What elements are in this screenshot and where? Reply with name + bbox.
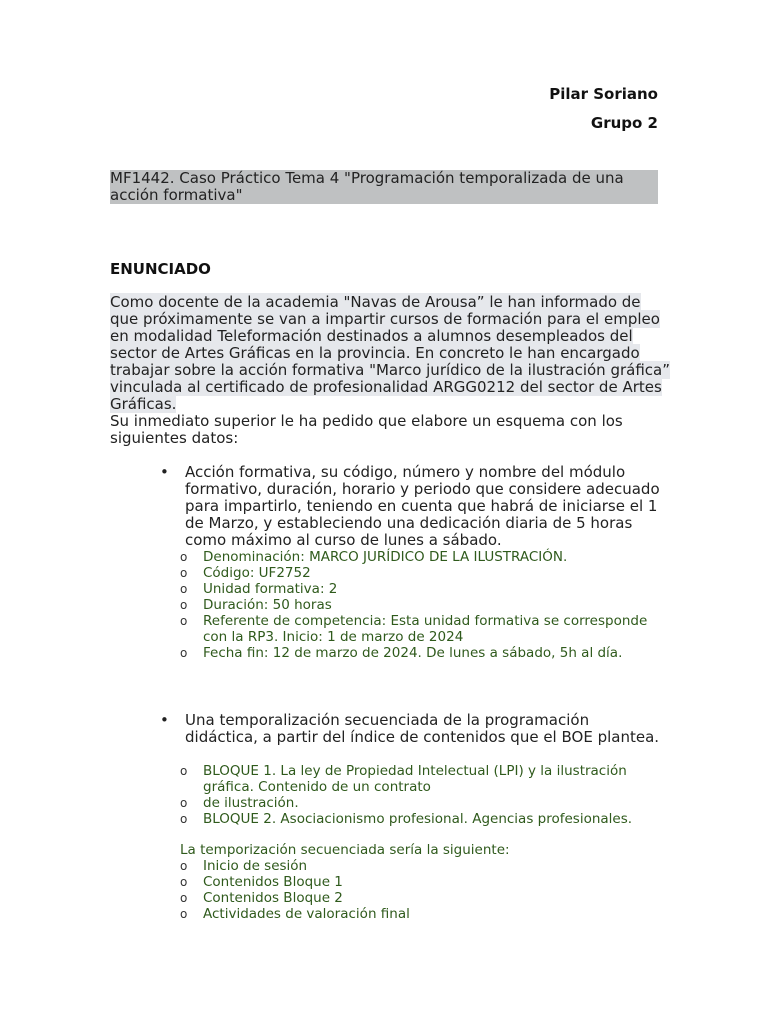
statement-plain-text: Su inmediato superior le ha pedido que elabore un esquema con los siguientes datos: [110, 412, 623, 447]
list-item: o BLOQUE 1. La ley de Propiedad Intelectual (LPI) y la ilustración gráfica. Contenido de un contrato [180, 763, 627, 795]
statement-highlighted-text: Como docente de la academia "Navas de Arousa” le han informado de que próximamente se van a impartir cursos de formación para el empleo en modalidad Teleformación destinados a alumnos desempleados del sector de Artes Gráficas en la provincia. En concreto le han encargado trabajar sobre la acción formativa "Marco jurídico de la ilustración gráfica” vinculada al certificado de profesionalidad ARGG0212 del sector de Artes Gráficas. [110, 293, 670, 413]
sub-bullet-marker: o [180, 859, 188, 873]
section-heading: ENUNCIADO [110, 260, 211, 278]
statement-paragraph [110, 294, 670, 447]
sub-bullet-marker: o [180, 582, 188, 596]
bullet-item-timeline [160, 711, 660, 746]
bullet-text: Una temporalización secuenciada de la programación didáctica, a partir del índice de contenidos que el BOE plantea. [185, 711, 660, 746]
list-item: o Denominación: MARCO JURÍDICO DE LA ILUSTRACIÓN. [180, 549, 568, 565]
list-item: o Código: UF2752 [180, 565, 311, 581]
sub-bullet-marker: o [180, 646, 188, 660]
action-details-list [180, 549, 660, 661]
list-item: o Contenidos Bloque 1 [180, 874, 343, 890]
sub-bullet-marker: o [180, 598, 188, 612]
sub-bullet-marker: o [180, 764, 188, 778]
sub-bullet-marker: o [180, 614, 188, 628]
list-item: o Duración: 50 horas [180, 597, 332, 613]
list-item: o de ilustración. [180, 795, 299, 811]
list-item: o Referente de competencia: Esta unidad formativa se corresponde con la RP3. Inicio: 1 de marzo de 2024 [180, 613, 648, 645]
content-blocks-list [180, 763, 660, 827]
bullet-text: Acción formativa, su código, número y nombre del módulo formativo, duración, horario y periodo que considere adecuado para impartirlo, teniendo en cuenta que habrá de iniciarse el 1 de Marzo, y estableciendo una dedicación diaria de 5 horas como máximo al curso de lunes a sábado. [185, 463, 660, 549]
list-item: o Unidad formativa: 2 [180, 581, 338, 597]
sequence-list [180, 858, 660, 922]
document-title: MF1442. Caso Práctico Tema 4 "Programación temporalizada de una acción formativa" [110, 170, 658, 204]
sequence-label: La temporización secuenciada sería la siguiente: [180, 842, 510, 858]
bullet-marker: • [160, 463, 169, 481]
list-item: o Contenidos Bloque 2 [180, 890, 343, 906]
author-name: Pilar Soriano [549, 85, 658, 103]
list-item: o Inicio de sesión [180, 858, 308, 874]
sub-bullet-marker: o [180, 875, 188, 889]
sub-bullet-marker: o [180, 566, 188, 580]
sub-bullet-marker: o [180, 550, 188, 564]
list-item: o BLOQUE 2. Asociacionismo profesional. Agencias profesionales. [180, 811, 633, 827]
sub-bullet-marker: o [180, 796, 188, 810]
bullet-item-action [160, 463, 660, 549]
list-item: o Actividades de valoración final [180, 906, 410, 922]
list-item: o Fecha fin: 12 de marzo de 2024. De lunes a sábado, 5h al día. [180, 645, 623, 661]
sub-bullet-marker: o [180, 907, 188, 921]
group-label: Grupo 2 [590, 114, 658, 132]
bullet-marker: • [160, 711, 169, 729]
sub-bullet-marker: o [180, 812, 188, 826]
sub-bullet-marker: o [180, 891, 188, 905]
